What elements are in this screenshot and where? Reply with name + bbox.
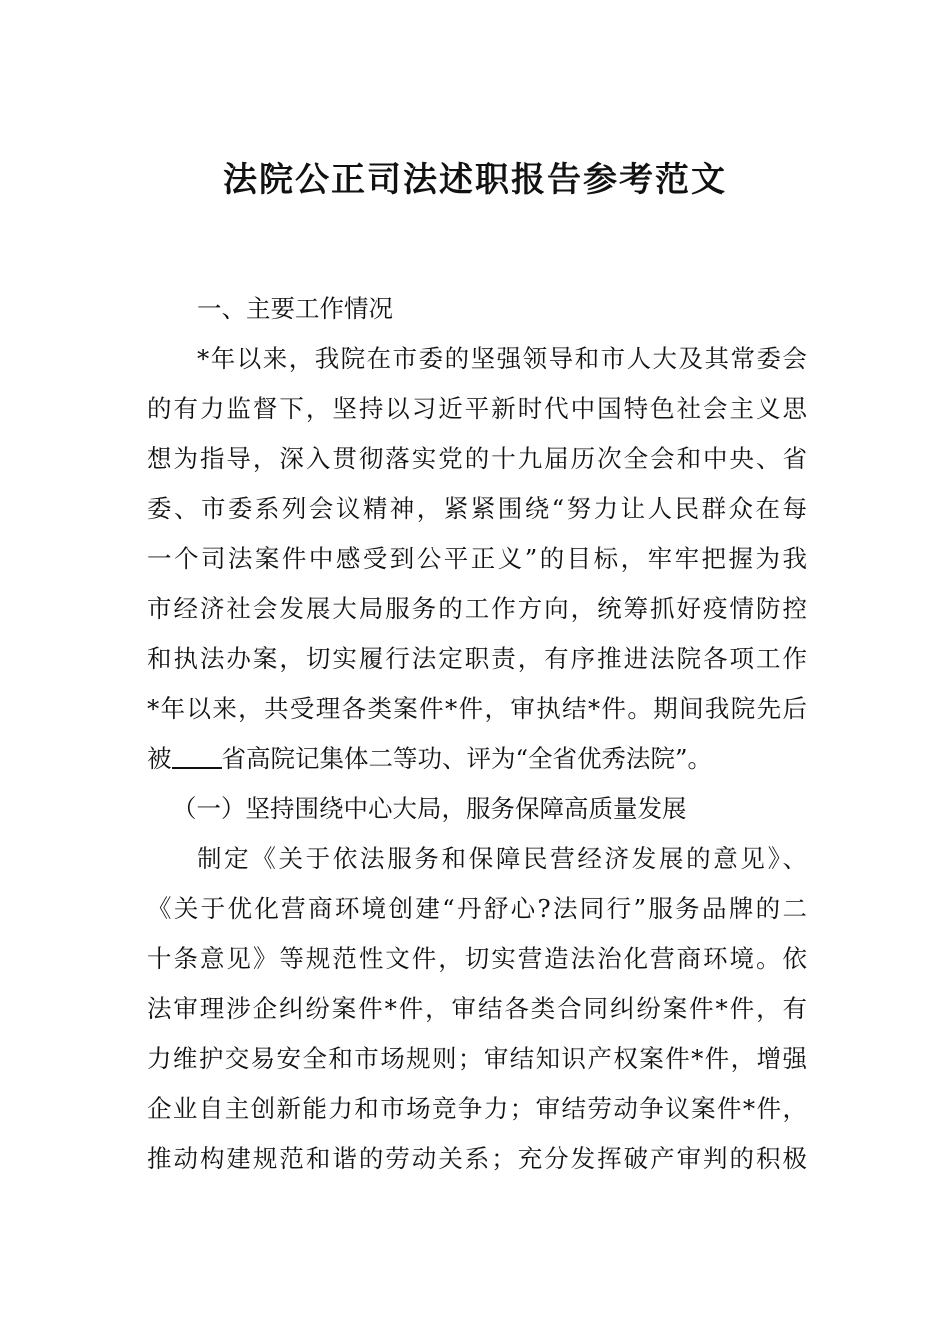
- paragraph-line: 和执法办案，切实履行法定职责，有序推进法院各项工作: [147, 644, 807, 673]
- paragraph-line: [147, 734, 807, 784]
- paragraph-line: 市经济社会发展大局服务的工作方向，统筹抓好疫情防控: [147, 594, 807, 623]
- paragraph-line: 的有力监督下，坚持以习近平新时代中国特色社会主义思: [147, 394, 807, 423]
- blank-underline: [172, 745, 222, 769]
- paragraph-line: 一个司法案件中感受到公平正义”的目标，牢牢把握为我: [147, 544, 807, 573]
- paragraph-line: 力维护交易安全和市场规则；审结知识产权案件*件，增强: [147, 1044, 807, 1073]
- paragraph-line: *年以来，我院在市委的坚强领导和市人大及其常委会: [197, 344, 807, 373]
- document-title: 法院公正司法述职报告参考范文: [223, 160, 727, 200]
- paragraph-line: 想为指导，深入贯彻落实党的十九届历次全会和中央、省: [147, 444, 807, 473]
- section-heading-main-work: 一、主要工作情况: [197, 294, 393, 323]
- subsection-heading-1: （一）坚持围绕中心大局，服务保障高质量发展: [172, 794, 687, 823]
- paragraph-line: 委、市委系列会议精神，紧紧围绕“努力让人民群众在每: [147, 494, 807, 523]
- paragraph-line: 推动构建规范和谐的劳动关系；充分发挥破产审判的积极: [147, 1144, 807, 1173]
- line-suffix: 省高院记集体二等功、评为“全省优秀法院”。: [221, 744, 713, 773]
- paragraph-line: 十条意见》等规范性文件，切实营造法治化营商环境。依: [147, 944, 807, 973]
- paragraph-line: *年以来，共受理各类案件*件，审执结*件。期间我院先后: [147, 694, 807, 723]
- paragraph-line: 制定《关于依法服务和保障民营经济发展的意见》、: [197, 844, 807, 873]
- paragraph-line: 企业自主创新能力和市场竞争力；审结劳动争议案件*件，: [147, 1094, 807, 1123]
- paragraph-line: 法审理涉企纠纷案件*件，审结各类合同纠纷案件*件，有: [147, 994, 807, 1023]
- paragraph-line: 《关于优化营商环境创建“丹舒心?法同行”服务品牌的二: [147, 894, 807, 923]
- line-prefix: 被: [147, 744, 172, 773]
